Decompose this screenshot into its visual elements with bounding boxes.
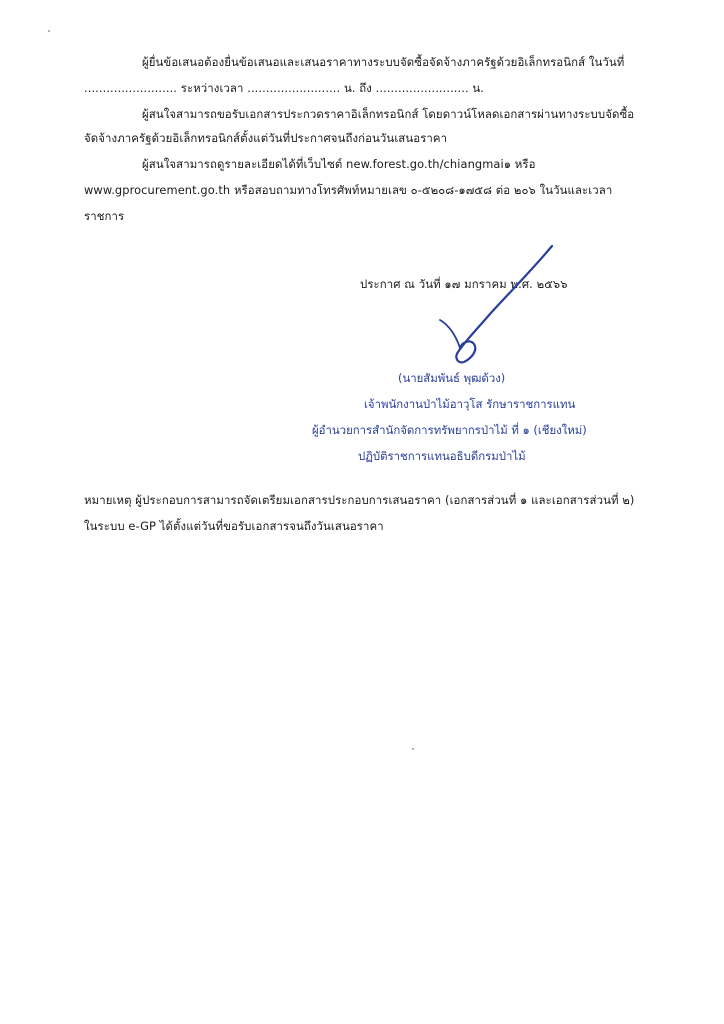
signatory-name: (นายสัมพันธ์ พุฒด้วง): [398, 371, 506, 385]
para3-line1: ผู้สนใจสามารถดูรายละเอียดได้ที่เว็บไซต์ new.forest.go.th/chiangmai๑ หรือ: [142, 157, 536, 171]
scan-speck: [412, 748, 414, 750]
para1-line1: ผู้ยื่นข้อเสนอต้องยื่นข้อเสนอและเสนอราคาทางระบบจัดซื้อจัดจ้างภาครัฐด้วยอิเล็กทรอนิกส์ ในวันที่: [142, 55, 625, 69]
signatory-acting: ปฏิบัติราชการแทนอธิบดีกรมป่าไม้: [358, 449, 526, 463]
para1-line2: ......................... ระหว่างเวลา ......................... น. ถึง ......................... น.: [84, 81, 485, 95]
announcement-date: ประกาศ ณ วันที่ ๑๗ มกราคม พ.ศ. ๒๕๖๖: [360, 277, 568, 291]
para3-line2: www.gprocurement.go.th หรือสอบถามทางโทรศัพท์หมายเลข ๐-๕๒๐๘-๑๗๕๘ ต่อ ๒๐๖ ในวันและเวลา: [84, 183, 613, 197]
signatory-office: ผู้อำนวยการสำนักจัดการทรัพยากรป่าไม้ ที่ ๑ (เชียงใหม่): [312, 423, 587, 437]
para2-line1: ผู้สนใจสามารถขอรับเอกสารประกวดราคาอิเล็กทรอนิกส์ โดยดาวน์โหลดเอกสารผ่านทางระบบจัดซื้อ: [142, 107, 635, 121]
para3-line3: ราชการ: [84, 209, 125, 223]
handwritten-signature: [420, 240, 560, 380]
para2-line2: จัดจ้างภาครัฐด้วยอิเล็กทรอนิกส์ตั้งแต่วันที่ประกาศจนถึงก่อนวันเสนอราคา: [84, 131, 448, 145]
note-line1: หมายเหตุ ผู้ประกอบการสามารถจัดเตรียมเอกสารประกอบการเสนอราคา (เอกสารส่วนที่ ๑ และเอกสารส่วนที่ ๒): [84, 493, 635, 507]
signatory-position: เจ้าพนักงานป่าไม้อาวุโส รักษาราชการแทน: [364, 397, 576, 411]
scan-speck: [48, 30, 50, 32]
note-line2: ในระบบ e-GP ได้ตั้งแต่วันที่ขอรับเอกสารจนถึงวันเสนอราคา: [84, 519, 384, 533]
